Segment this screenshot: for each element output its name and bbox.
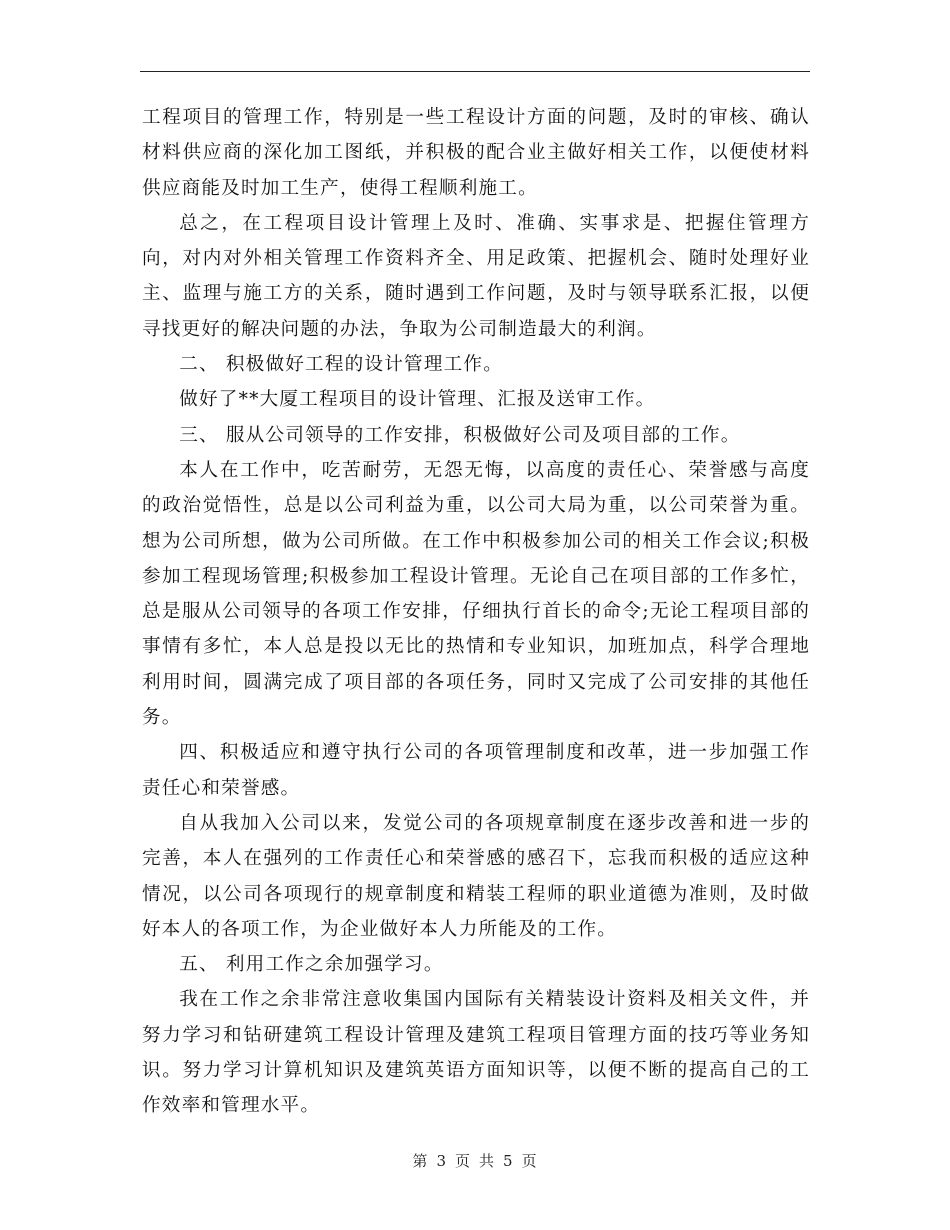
footer-page-number: 3 [436, 1152, 447, 1170]
paragraph-5: 自从我加入公司以来，发觉公司的各项规章制度在逐步改善和进一步的完善，本人在强列的工作责任心和荣誉感的感召下，忘我而积极的适应这种情况，以公司各项现行的规章制度和精装工程师的职业道德为准则，及时做好本人的各项工作，为企业做好本人力所能及的工作。 [142, 812, 810, 940]
paragraph-3: 做好了**大厦工程项目的设计管理、汇报及送审工作。 [179, 389, 656, 411]
footer-total-word: 共 [479, 1152, 496, 1170]
footer-total-pages: 5 [503, 1152, 514, 1170]
page-footer [0, 1150, 950, 1171]
paragraph-2: 总之，在工程项目设计管理上及时、准确、实事求是、把握住管理方向，对内对外相关管理工作资料齐全、用足政策、把握机会、随时处理好业主、监理与施工方的关系，随时遇到工作问题，及时与领导联系汇报，以便寻找更好的解决问题的办法，争取为公司制造最大的利润。 [142, 212, 810, 340]
footer-page-word: 页 [454, 1152, 471, 1170]
footer-prefix: 第 [412, 1152, 429, 1170]
section-heading-5: 五、 利用工作之余加强学习。 [179, 954, 444, 976]
footer-suffix: 页 [521, 1152, 538, 1170]
paragraph-4: 本人在工作中，吃苦耐劳，无怨无悔，以高度的责任心、荣誉感与高度的政治觉悟性，总是以公司利益为重，以公司大局为重，以公司荣誉为重。想为公司所想，做为公司所做。在工作中积极参加公司的相关工作会议;积极参加工程现场管理;积极参加工程设计管理。无论自己在项目部的工作多忙，总是服从公司领导的各项工作安排，仔细执行首长的命令;无论工程项目部的事情有多忙，本人总是投以无比的热情和专业知识，加班加点，科学合理地利用时间，圆满完成了项目部的各项任务，同时又完成了公司安排的其他任务。 [142, 459, 810, 729]
paragraph-6: 我在工作之余非常注意收集国内国际有关精装设计资料及相关文件，并努力学习和钻研建筑工程设计管理及建筑工程项目管理方面的技巧等业务知识。努力学习计算机知识及建筑英语方面知识等，以便不断的提高自己的工作效率和管理水平。 [142, 989, 810, 1117]
section-heading-2: 二、 积极做好工程的设计管理工作。 [179, 354, 503, 376]
section-heading-3: 三、 服从公司领导的工作安排，积极做好公司及项目部的工作。 [179, 424, 741, 446]
header-rule [140, 71, 810, 72]
document-body [142, 100, 810, 1124]
paragraph-1: 工程项目的管理工作，特别是一些工程设计方面的问题，及时的审核、确认材料供应商的深化加工图纸，并积极的配合业主做好相关工作，以便使材料供应商能及时加工生产，使得工程顺利施工。 [142, 107, 810, 199]
section-heading-4: 四、积极适应和遵守执行公司的各项管理制度和改革，进一步加强工作责任心和荣誉感。 [142, 742, 810, 799]
